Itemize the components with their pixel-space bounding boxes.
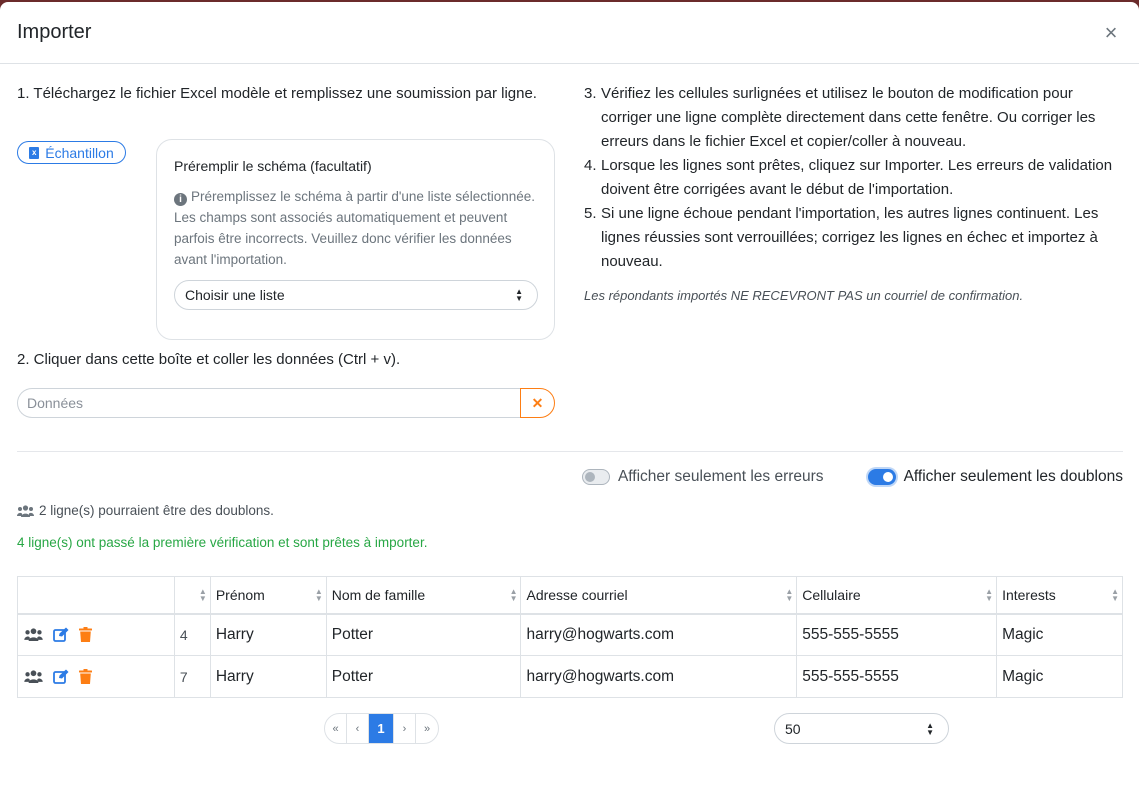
import-modal [0,2,1139,799]
instruction-text: Si une ligne échoue pendant l'importation, les autres lignes continuent. Les lignes réussies sont verrouillées; corrigez les lignes en échec et importez à nouveau. [601,205,1099,270]
data-paste-input[interactable] [17,388,520,418]
cell-nom: Potter [326,614,521,656]
table-header-row [18,577,1123,614]
per-page-value: 50 [785,720,801,737]
column-header-prenom[interactable]: Prénom ▲ ▼ [210,577,326,614]
instruction-item [584,202,1124,274]
sample-button-label: Échantillon [45,144,114,161]
cell-index: 7 [174,656,210,698]
duplicates-only-label: Afficher seulement les doublons [903,468,1123,485]
users-icon [17,505,34,517]
cell-prenom: Harry [210,614,326,656]
passed-message: 4 ligne(s) ont passé la première vérification et sont prêtes à importer. [17,535,428,550]
info-circle-icon: i [174,193,187,206]
import-table-wrapper [17,576,1123,698]
trash-icon[interactable] [79,669,92,684]
row-actions [18,614,175,656]
divider [17,451,1123,452]
times-icon: ✕ [531,394,544,411]
sort-icon: ▲ ▼ [314,586,323,603]
edit-icon[interactable] [53,669,69,684]
page-first-button[interactable]: « [325,714,347,743]
instruction-text: Vérifiez les cellules surlignées et utilisez le bouton de modification pour corriger une ligne complète directement dans cette fenêtre. Ou corriger les erreurs dans le fichier Excel et copier/coller à nouveau. [601,85,1096,150]
prefill-title: Préremplir le schéma (facultatif) [174,158,372,174]
errors-only-switch[interactable] [582,469,610,485]
modal-header [0,2,1139,64]
file-excel-icon: x [29,147,39,159]
errors-only-toggle[interactable] [582,468,824,486]
cell-cellulaire: 555-555-5555 [797,614,997,656]
instruction-number: 3. [584,85,597,102]
users-icon[interactable] [24,670,43,683]
prefill-help [174,186,537,270]
prefill-help-text: Préremplissez le schéma à partir d'une liste sélectionnée. Les champs sont associés automatiquement et peuvent parfois être incorrects. Veuillez donc vérifier les données avant l'importation. [174,189,535,267]
prefill-panel [156,139,555,340]
cell-index: 4 [174,614,210,656]
clear-data-button[interactable] [520,388,555,418]
page-current-button[interactable]: 1 [369,714,394,743]
step1-text: 1. Téléchargez le fichier Excel modèle et remplissez une soumission par ligne. [17,85,537,102]
close-button[interactable]: × [1099,21,1123,45]
sort-icon: ▲ ▼ [198,586,207,603]
instruction-number: 4. [584,157,597,174]
page-prev-button[interactable]: ‹ [347,714,369,743]
list-select[interactable] [174,280,538,310]
instruction-item [584,82,1124,154]
select-arrows-icon: ▲ ▼ [926,720,934,737]
step1-section [17,82,557,106]
page-last-button[interactable]: » [423,722,431,735]
column-header-nom[interactable]: Nom de famille ▲ ▼ [326,577,521,614]
column-header-courriel[interactable]: Adresse courriel ▲ ▼ [521,577,797,614]
users-icon[interactable] [24,628,43,641]
sort-icon: ▲ ▼ [1111,586,1119,603]
column-header-cellulaire[interactable]: Cellulaire ▲ ▼ [797,577,997,614]
cell-interests: Magic [997,656,1123,698]
import-table [17,576,1123,698]
cell-courriel: harry@hogwarts.com [521,656,797,698]
column-header-interests[interactable]: Interests ▲ ▼ [997,577,1123,614]
cell-nom: Potter [326,656,521,698]
page-next-button[interactable]: › [394,714,416,743]
sort-icon: ▲ ▼ [985,586,994,603]
instruction-item [584,154,1124,202]
table-row [18,614,1123,656]
instruction-text: Lorsque les lignes sont prêtes, cliquez sur Importer. Les erreurs de validation doivent être corrigées avant le début de l'importation. [601,157,1113,198]
cell-prenom: Harry [210,656,326,698]
row-actions [18,656,175,698]
confirmation-note: Les répondants importés NE RECEVRONT PAS un courriel de confirmation. [584,288,1024,303]
sort-icon: ▲ ▼ [509,586,518,603]
duplicates-only-toggle[interactable] [868,468,1123,486]
trash-icon[interactable] [79,627,92,642]
cell-cellulaire: 555-555-5555 [797,656,997,698]
edit-icon[interactable] [53,627,69,642]
duplicates-message [17,503,274,518]
pagination [324,713,439,744]
cell-courriel: harry@hogwarts.com [521,614,797,656]
per-page-select[interactable] [774,713,949,744]
data-input-group [17,388,555,418]
cell-interests: Magic [997,614,1123,656]
column-header-index[interactable] [174,577,210,614]
column-header-actions [18,577,175,614]
instruction-number: 5. [584,205,597,222]
step2-text: 2. Cliquer dans cette boîte et coller les données (Ctrl + v). [17,351,401,368]
modal-title: Importer [17,21,92,43]
duplicates-message-text: 2 ligne(s) pourraient être des doublons. [39,503,274,518]
list-select-value: Choisir une liste [185,287,285,303]
errors-only-label: Afficher seulement les erreurs [617,468,824,485]
table-row [18,656,1123,698]
duplicates-only-switch[interactable] [868,469,896,485]
sample-button[interactable] [17,141,126,164]
filter-toggles [582,468,1123,486]
sort-icon: ▲ ▼ [785,586,794,603]
instructions-section [584,82,1124,303]
select-arrows-icon: ▲ ▼ [515,287,523,303]
